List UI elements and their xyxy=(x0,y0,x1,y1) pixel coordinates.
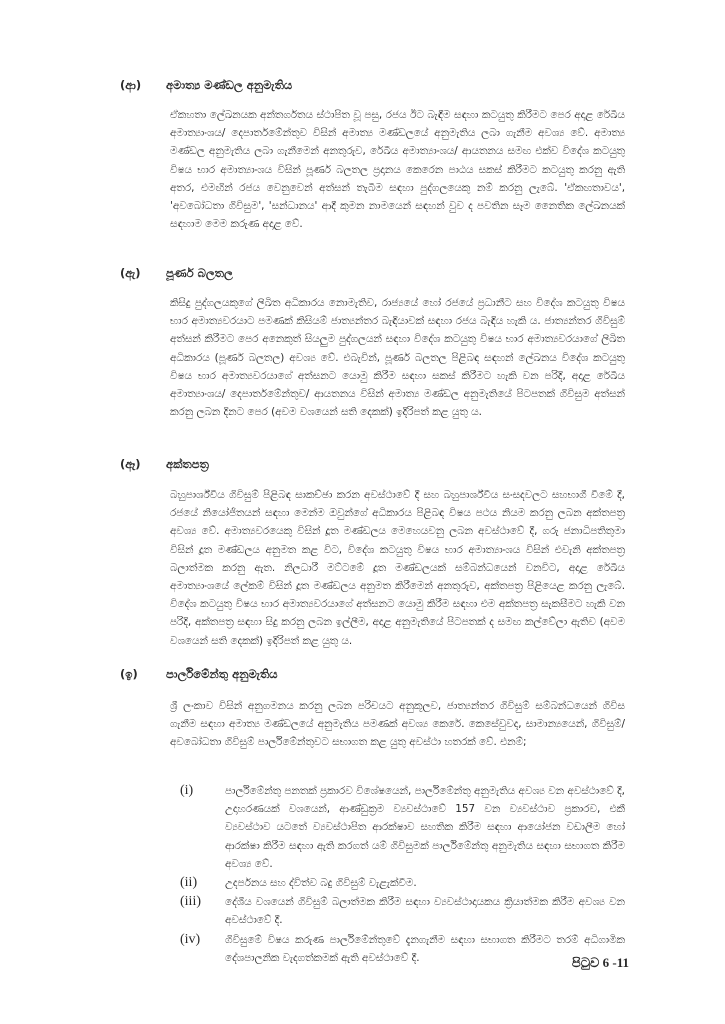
section-label: (ආ) xyxy=(120,78,142,92)
list-item-text: ගිවිසුමේ විෂය කරුණ පාර්ලිමේන්තුවේ දැනගැනීම සඳහා සභාගත කිරීමට තරම් අධිගාමික දේශපාලනික වැදගත්කමක් ඇති අවස්ථාවේ දී. xyxy=(225,933,625,964)
section-label: (ඉ) xyxy=(120,667,138,681)
section-body: ශ්‍රී ලංකාව විසින් අනුගමනය කරනු ලබන පරිචයට අනුකූලව, ජාත්‍යන්තර ගිවිසුම් සම්බන්ධයෙන් ගිවිස ගැනීම සඳහා අමාත්‍ය මණ්ඩලයේ අනුමැතිය පමණක් අවශ්‍ය කෙරේ. කෙසේවුවද, සාමාන්‍යයෙන්, ගිවිසුම්/ අවබෝධතා ගිවිසුම් පාර්ලිමේන්තුවට සභාගත කළ යුතු අවස්ථා හතරක් වේ. එනම්; xyxy=(170,700,625,749)
section-label: (ඈ) xyxy=(120,457,141,471)
list-item-text: උදර්පනය සහ ද්විත්ව බදු ගිවිසුම් වැළැක්වීම. xyxy=(225,877,417,890)
section-title: පූර්ණ බලතල xyxy=(166,266,233,280)
section-body: ඒකහතා ලේඛනයක අන්තර්ගතය ස්ථාපිත වූ පසු, රජය ඊට බැඳීම සඳහා කටයුතු කිරීමට පෙර අදාළ රේඛීය අමාත්‍යාංශය/ දෙපාර්තමේන්තුව විසින් අමාත්‍ය මණ්ඩලයේ අනුමැතිය ලබා ගැනීම අවශ්‍ය වේ. අමාත්‍ය මණ්ඩල අනුමැතිය ලබා ගැනීමෙන් අනතුරුව, රේඛීය අමාත්‍යාංශය/ ආයතනය සමඟ එක්ව විදේශ කටයුතු විෂය භාර අමාත්‍යාංශය විසින් පූර්ණ බලතල ප්‍රදානය කෙරෙන පාඨය සකස් කිරීමට කටයුතු කරනු ඇති අතර, එමඟින් රජය වෙනුවෙන් අත්සන් තැබීම සඳහා පුද්ගලයෙකු නම් කරනු ලැබේ. 'ඒකඟතාවය', 'අවබෝධතා ගිවිසුම', 'සන්ධානය' ආදී කුමන නාමයෙන් සඳහන් වුව ද පවතින සෑම නෛතික ලේඛනයක් සඳහාම මෙම කරුණ අදාළ වේ. xyxy=(170,109,625,231)
section-title: පාර්ලිමේන්තු අනුමැතිය xyxy=(166,667,278,681)
page-number: පිටුව 6 -11 xyxy=(571,955,629,970)
section-heading xyxy=(120,667,278,682)
section-body: කිසිදු පුද්ගලයකුගේ ලිඛිත අධිකාරය නොමැතිව, රාජ්‍යයේ හෝ රජයේ ප්‍රධානීට සහ විදේශ කටයුතු විෂය භාර අමාත්‍යවරයාට පමණක් කිසියම් ජාත්‍යන්තර බැඳියාවක් සඳහා රජය බැඳිය හැකි ය. ජාත්‍යන්තර ගිවිසුම් අත්සන් කිරීමට පෙර අනෙකුත් සියලුම පුද්ගලයන් සඳහා විදේශ කටයුතු විෂය භාර අමාත්‍යවරයාගේ ලිඛිත අධිකාරය (පූර්ණ බලතල) අවශ්‍ය වේ. එබැවින්, පූර්ණ බලතල පිළිබඳ සඳහන් ලේඛනය විදේශ කටයුතු විෂය භාර අමාත්‍යවරයාගේ අත්සනට යොමු කිරීම සඳහා සකස් කිරීමට හැකි වන පරිදි, අදාළ රේඛීය අමාත්‍යාංශය/ දෙපාර්තමේන්තුව/ ආයතනය විසින් අමාත්‍ය මණ්ඩල අනුමැතියේ පිටපතක් ගිවිසුම අත්සන් කරනු ලබන දිනට පෙර (අවම වශයෙන් සති දෙකක්) ඉදිරිපත් කළ යුතු ය. xyxy=(170,297,625,419)
list-item xyxy=(180,874,625,892)
list-item-text: දේශීය වශයෙන් ගිවිසුම් බලාත්මක කිරීම සඳහා ව්‍යවස්ථාදායකය ක්‍රියාත්මක කිරීම අවශ්‍ය වන අවස්ථාවේ දී. xyxy=(225,896,625,927)
list-item xyxy=(180,782,625,873)
section-heading xyxy=(120,266,233,281)
list-item-number: (iv) xyxy=(180,931,201,947)
list-item-number: (iii) xyxy=(180,894,201,910)
list-item xyxy=(180,931,625,967)
numbered-list xyxy=(180,782,625,968)
section-label: (ඇ) xyxy=(120,266,141,280)
list-item-text: පාර්ලිමේන්තු පනතක් ප්‍රකාරව විශේෂයෙන්, පාර්ලිමේන්තු අනුමැතිය අවශ්‍ය වන අවස්ථාවේ දී, උදාහරණයක් වශයෙන්, ආණ්ඩුක්‍රම ව්‍යවස්ථාවේ 157 වන ව්‍යවස්ථාව ප්‍රකාරව, එකී ව්‍යවස්ථාව යටතේ ව්‍යවස්ථාපිත ආරක්ෂාව සහතික කිරීම සඳහා ආයෝජන වඩාලීම හෝ ආරක්ෂා කිරීම සඳහා ඇති කරගත් යම් ගිවිසුමක් පාර්ලිමේන්තු අනුමැතිය සඳහා සභාගත කිරීම අවශ්‍ය වේ. xyxy=(225,785,625,870)
section-heading xyxy=(120,78,292,93)
section-body: බහුපාර්ශ්වීය ගිවිසුම් පිළිබඳ සාකච්ඡා කරන අවස්ථාවේ දී සහ බහුපාර්ශ්වීය සංසදවලට සහභාගී වීමේ දී, රජයේ නියෝජිතයන් සඳහා මෙන්ම ඔවුන්ගේ අධිකාරය පිළිබඳ විෂය පථය නියම කරනු ලබන අක්තපත්‍ර අවශ්‍ය වේ. අමාත්‍යවරයෙකු විසින් දූත මණ්ඩලය මෙහෙයවනු ලබන අවස්ථාවේ දී, ගරු ජනාධිපතිතුමා විසින් දූත මණ්ඩලය අනුමත කළ විට, විදේශ කටයුතු විෂය භාර අමාත්‍යාංශය විසින් එවැනි අක්තපත්‍ර බලාත්මක කරනු ඇත. නිලධාරී මට්ටමේ දූත මණ්ඩලයක් සම්බන්ධයෙන් වනවිට, අදාළ රේඛීය අමාත්‍යාංශයේ ලේකම් විසින් දූත මණ්ඩලය අනුමත කිරීමෙන් අනතුරුව, අක්තපත්‍ර පිළියෙළ කරනු ලැබේ. විදේශ කටයුතු විෂය භාර අමාත්‍යවරයාගේ අත්සනට යොමු කිරීම සඳහා එම අක්තපත්‍ර සැකසීමට හැකි වන පරිදි, අක්තපත්‍ර සඳහා සිදු කරනු ලබන ඉල්ලීම, අදාළ අනුමැතියේ පිටපතක් ද සමඟ කල්වේලා ඇතිව (අවම වශයෙන් සති දෙකක්) ඉදිරිපත් කළ යුතු ය. xyxy=(170,489,625,647)
section-heading xyxy=(120,457,209,472)
list-item-number: (ii) xyxy=(180,875,198,891)
section-title: අක්තපත්‍ර xyxy=(166,457,209,471)
list-item xyxy=(180,893,625,929)
section-title: අමාත්‍ය මණ්ඩල අනුමැතිය xyxy=(166,78,293,92)
list-item-number: (i) xyxy=(180,783,194,798)
